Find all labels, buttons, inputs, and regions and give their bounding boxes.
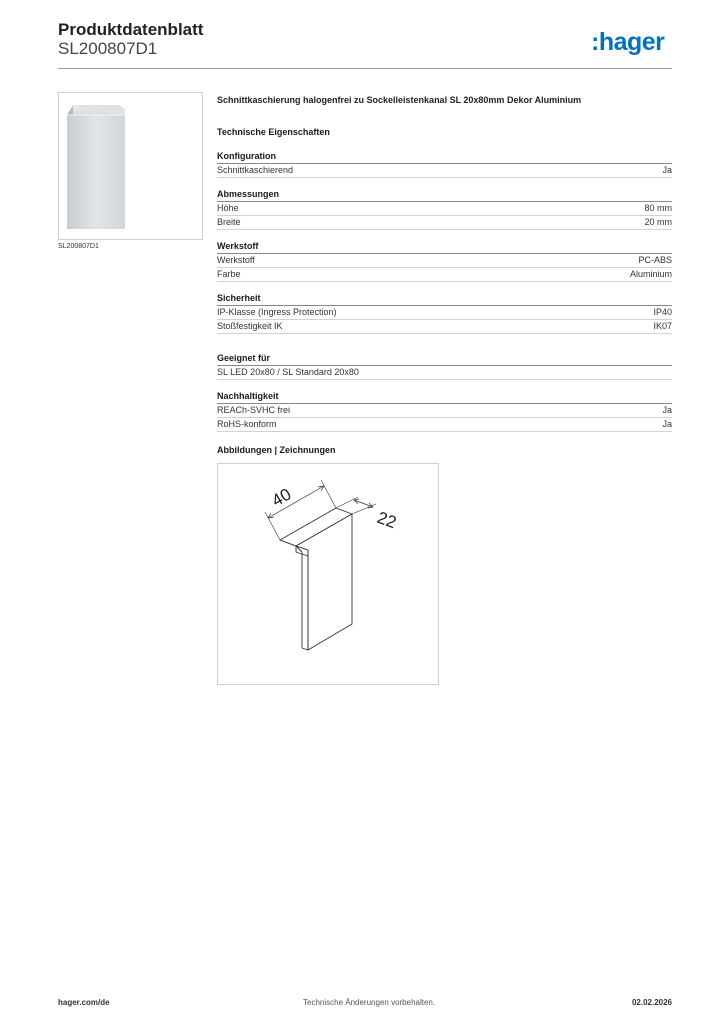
drawings-title: Abbildungen | Zeichnungen <box>217 445 336 455</box>
group-title: Nachhaltigkeit <box>217 391 672 404</box>
spec-value: Ja <box>662 419 672 429</box>
spec-value: IK07 <box>653 321 672 331</box>
spec-value: IP40 <box>653 307 672 317</box>
product-description: Schnittkaschierung halogenfrei zu Sockelleistenkanal SL 20x80mm Dekor Aluminium <box>217 95 582 105</box>
spec-value: 20 mm <box>644 217 672 227</box>
spec-row <box>217 202 672 216</box>
spec-label: Werkstoff <box>217 255 255 265</box>
group-title: Abmessungen <box>217 189 672 202</box>
spec-label: SL LED 20x80 / SL Standard 20x80 <box>217 367 359 377</box>
dimension-depth-label: 22 <box>374 507 399 533</box>
spec-label: Breite <box>217 217 241 227</box>
group-title: Geeignet für <box>217 353 672 366</box>
spec-value: PC-ABS <box>638 255 672 265</box>
dimension-width-label: 40 <box>268 484 295 511</box>
group-title: Sicherheit <box>217 293 672 306</box>
group-nachhaltigkeit <box>217 391 672 432</box>
spec-row <box>217 306 672 320</box>
spec-value: Aluminium <box>629 269 672 279</box>
spec-content <box>217 95 672 685</box>
spacer <box>217 345 672 353</box>
group-title: Konfiguration <box>217 151 672 164</box>
spec-label: RoHS-konform <box>217 419 277 429</box>
page-title: Produktdatenblatt <box>58 20 204 39</box>
hager-logo: :hager <box>591 28 665 56</box>
spec-row <box>217 216 672 230</box>
spec-label: Stoßfestigkeit IK <box>217 321 283 331</box>
spec-label: REACh-SVHC frei <box>217 405 291 415</box>
tech-properties-title: Technische Eigenschaften <box>217 127 330 137</box>
spec-value: Ja <box>662 165 672 175</box>
technical-drawing <box>218 464 438 684</box>
spec-row <box>217 254 672 268</box>
spec-label: Höhe <box>217 203 239 213</box>
group-werkstoff <box>217 241 672 282</box>
spec-row <box>217 404 672 418</box>
footer-notice: Technische Änderungen vorbehalten. <box>303 998 436 1007</box>
technical-drawing-box <box>217 463 439 685</box>
spec-value: 80 mm <box>644 203 672 213</box>
product-image <box>59 93 202 239</box>
spec-row <box>217 268 672 282</box>
spec-value: Ja <box>662 405 672 415</box>
group-abmessungen <box>217 189 672 230</box>
spec-label: Schnittkaschierend <box>217 165 294 175</box>
group-title: Werkstoff <box>217 241 672 254</box>
header-divider <box>58 68 672 69</box>
group-sicherheit <box>217 293 672 334</box>
group-konfiguration <box>217 151 672 178</box>
spec-row <box>217 418 672 432</box>
spec-row <box>217 320 672 334</box>
spec-label: IP-Klasse (Ingress Protection) <box>217 307 337 317</box>
thumbnail-caption: SL200807D1 <box>58 243 99 250</box>
footer-website-link[interactable]: hager.com/de <box>58 998 110 1007</box>
product-code: SL200807D1 <box>58 39 158 58</box>
spec-row <box>217 366 672 380</box>
product-thumbnail <box>58 92 203 240</box>
spec-row <box>217 164 672 178</box>
spec-label: Farbe <box>217 269 241 279</box>
group-geeignet-fuer <box>217 353 672 380</box>
footer-date: 02.02.2026 <box>631 998 672 1007</box>
